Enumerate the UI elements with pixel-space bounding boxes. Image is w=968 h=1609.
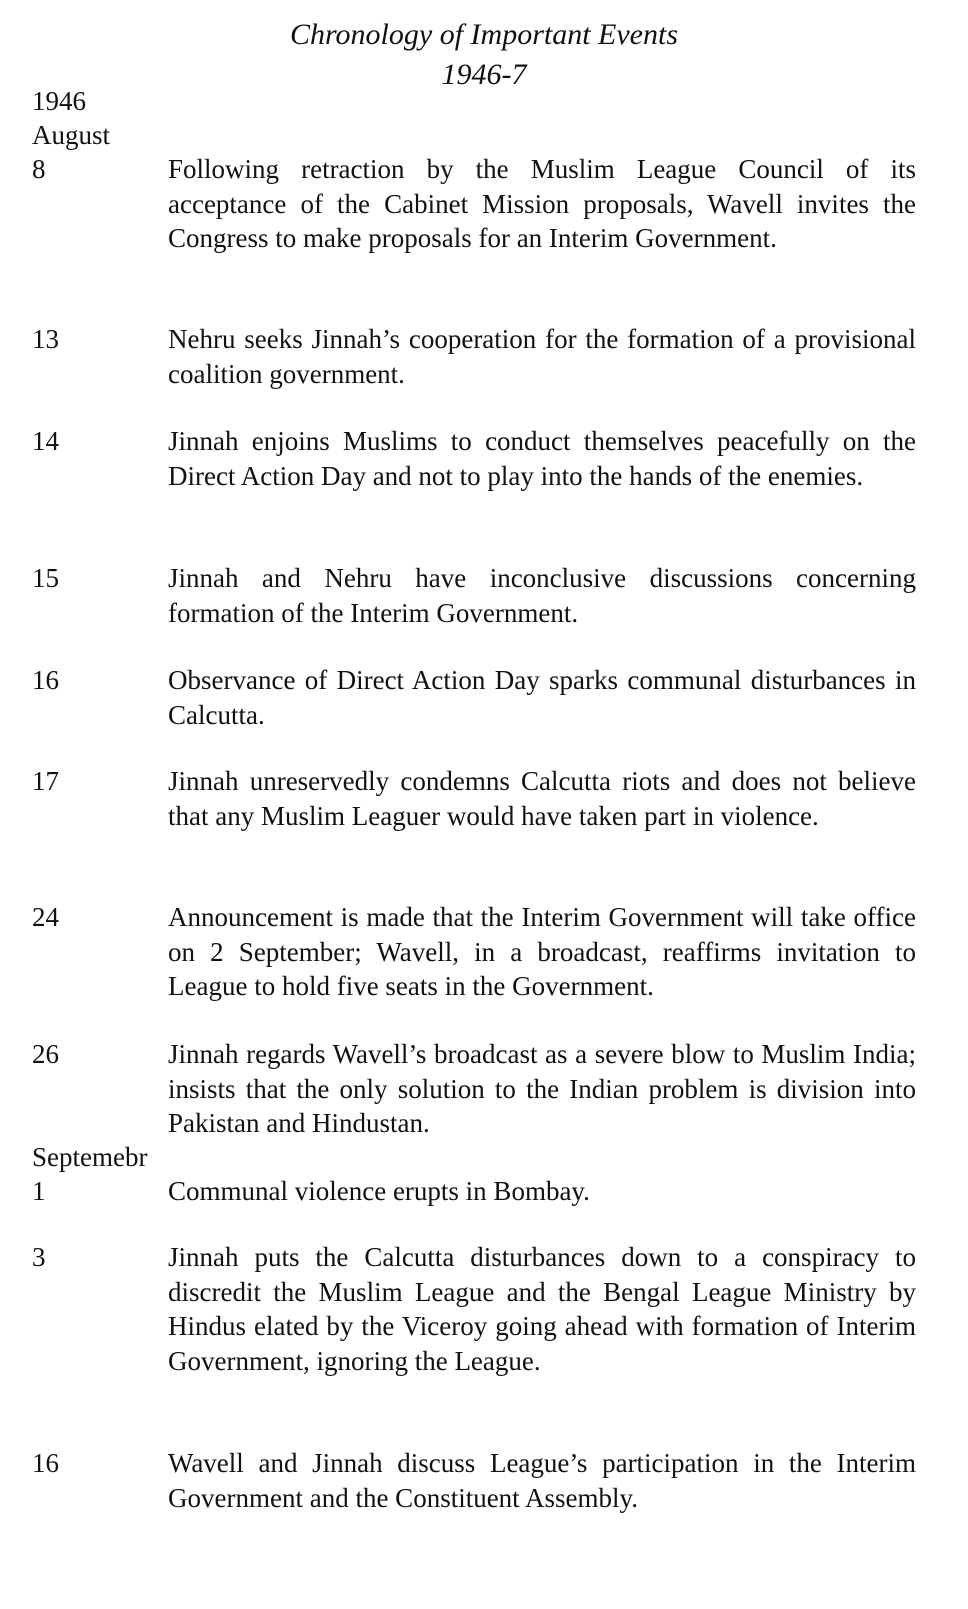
entry-day: 13: [32, 324, 59, 354]
page-title: Chronology of Important Events: [289, 18, 679, 51]
entry-text: Communal violence erupts in Bombay.: [168, 1176, 590, 1206]
entry-text: Observance of Direct Action Day sparks communal disturbances in Calcutta.: [168, 665, 916, 730]
entry-day: 15: [32, 563, 59, 593]
entry-day: 24: [32, 902, 59, 932]
month-label-september: Septemebr: [32, 1142, 148, 1172]
entry-text: Following retraction by the Muslim League Council of its acceptance of the Cabinet Mission proposals, Wavell invites the Congress to make proposals for an Interim Government.: [168, 154, 916, 253]
entry-day: 3: [32, 1242, 46, 1272]
entry-day: 14: [32, 426, 59, 456]
entry-text: Jinnah and Nehru have inconclusive discussions concerning formation of the Interim Government.: [168, 563, 916, 628]
entry-text: Jinnah unreservedly condemns Calcutta riots and does not believe that any Muslim Leaguer would have taken part in violence.: [168, 766, 916, 831]
entry-text: Announcement is made that the Interim Government will take office on 2 September; Wavell, in a broadcast, reaffirms invitation to League to hold five seats in the Government.: [168, 902, 916, 1001]
entry-text: Wavell and Jinnah discuss League’s participation in the Interim Government and the Constituent Assembly.: [168, 1448, 916, 1513]
entry-text: Jinnah puts the Calcutta disturbances down to a conspiracy to discredit the Muslim League and the Bengal League Ministry by Hindus elated by the Viceroy going ahead with formation of Interim Government, ignoring the League.: [168, 1242, 916, 1376]
entry-day: 8: [32, 154, 46, 184]
year-label: 1946: [32, 86, 86, 116]
page-subtitle-years: 1946-7: [441, 58, 527, 91]
entry-day: 16: [32, 665, 59, 695]
entry-day: 16: [32, 1448, 59, 1478]
month-label-august: August: [32, 120, 111, 150]
entry-day: 17: [32, 766, 59, 796]
entry-text: Nehru seeks Jinnah’s cooperation for the formation of a provisional coalition government.: [168, 324, 916, 389]
entry-text: Jinnah enjoins Muslims to conduct themselves peacefully on the Direct Action Day and not to play into the hands of the enemies.: [168, 426, 916, 491]
entry-day: 26: [32, 1039, 59, 1069]
entry-day: 1: [32, 1176, 46, 1206]
entry-text: Jinnah regards Wavell’s broadcast as a severe blow to Muslim India; insists that the only solution to the Indian problem is division into Pakistan and Hindustan.: [168, 1039, 916, 1138]
